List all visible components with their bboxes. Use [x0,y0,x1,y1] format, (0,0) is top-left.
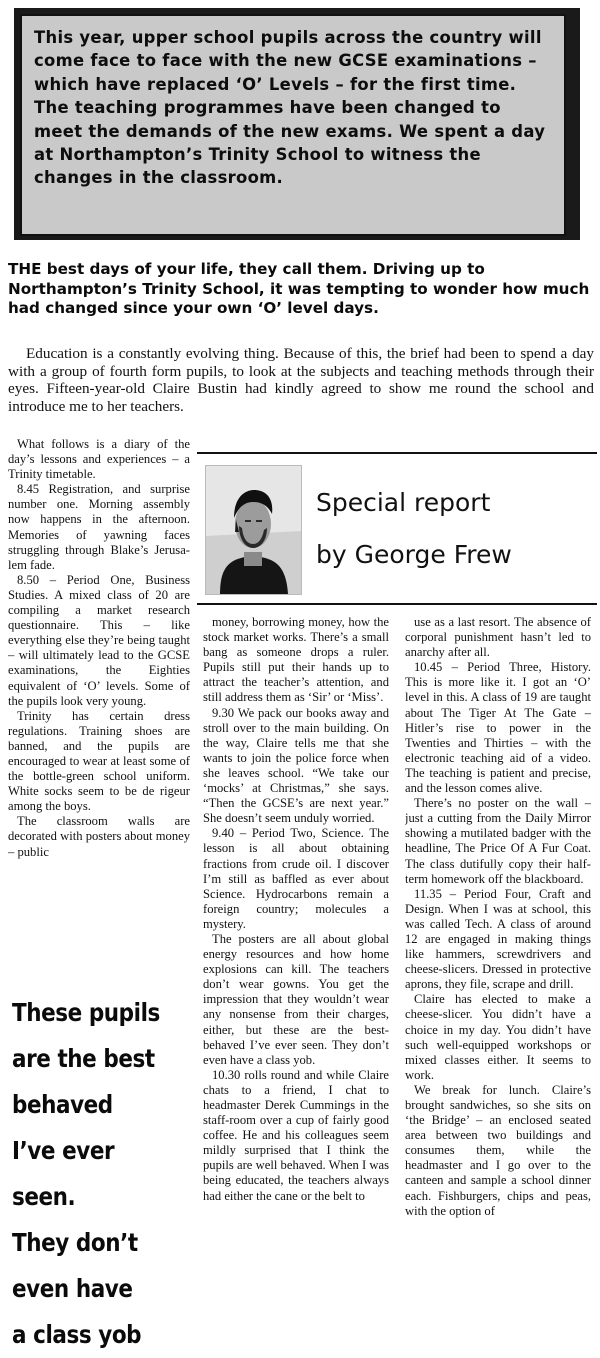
column-paragraph: The classroom walls are decorated with posters about money – public [8,814,190,859]
column-paragraph: There’s no poster on the wall – just a cutting from the Daily Mirror showing a mutilated badger with the headline, The Price Of A Fur Coat. The class dutifully copy their half-term homework off the blackboard. [405,796,591,886]
pull-quote-line: They don’t [12,1228,138,1257]
column-paragraph: What follows is a diary of the day’s lessons and experiences – a Trinity timetable. [8,437,190,482]
pull-quote-line: behaved [12,1090,113,1119]
article-column-1 [8,437,190,967]
byline-rule-top [197,452,597,454]
column-paragraph: 9.30 We pack our books away and stroll over to the main building. On the way, Claire tells me that she wants to join the police force when she leaves school. “We take our ‘mocks’ at Christmas,” she says. “Then the GCSE’s are next year.” She doesn’t seem unduly worried. [203,705,389,826]
author-photo [205,465,302,595]
byline-rule-bottom [197,603,597,605]
column-paragraph: 8.45 Registration, and surprise number one. Morning assembly now happens in the afternoon. Memories of yawning faces struggling through Blake’s Jerusalem fade. [8,482,190,572]
intro-paragraph [8,345,594,415]
column-paragraph: money, borrowing money, how the stock market works. There’s a small bang as someone drops a ruler. Pupils still put their hands up to attract the teacher’s attention, and still address them as ‘Sir’ or ‘Miss’. [203,615,389,705]
column-paragraph: 10.45 – Period Three, History. This is more like it. I got an ‘O’ level in this. A class of 19 are taught about The Tiger At The Gate – Hitler’s rise to power in the Twenties and Thirties – with the electronic teaching aid of a video. The teaching is patient and precise, and the lesson comes alive. [405,660,591,796]
column-paragraph: 8.50 – Period One, Business Studies. A mixed class of 20 are compiling a market research questionnaire. This – like everything else they’re being taught – will ultimately lead to the GCSE examinations, the Eighties equivalent of ‘O’ levels. Some of the pupils look very young. [8,572,190,708]
column-paragraph: Claire has elected to make a cheese-slicer. You didn’t have a choice in my day. You didn’t have such well-equipped workshops or mixed classes either. It seems to work. [405,992,591,1082]
column-paragraph: 10.30 rolls round and while Claire chats to a friend, I chat to headmaster Derek Cummings in the staff-room over a cup of fairly good coffee. He and his colleagues seem mildly surprised that I think the pupils are well behaved. When I was being educated, the teachers always had either the cane or the belt to [203,1067,389,1203]
byline: by George Frew [316,540,512,569]
standfirst-box: This year, upper school pupils across the country will come face to face with the new GCSE examinations – which have replaced ‘O’ Levels – for the first time. The teaching programmes have been changed to meet the demands of the new exams. We spent a day at Northampton’s Trinity School to witness the changes in the classroom. [20,14,566,236]
column-paragraph: use as a last resort. The absence of corporal punishment hasn’t led to anarchy after all. [405,615,591,660]
author-portrait-image [206,466,301,594]
pull-quote [12,990,172,1358]
pull-quote-line: I’ve ever [12,1136,115,1165]
column-paragraph: The posters are all about global energy resources and how home explosions can kill. The teachers don’t wear gowns. You get the impression that they wouldn’t wear any nonsense from their charges, either, but these are the best-behaved I’ve ever seen. They don’t even have a class yob. [203,931,389,1067]
pull-quote-line: These pupils [12,998,160,1027]
column-paragraph: 9.40 – Period Two, Science. The lesson is all about obtaining fractions from crude oil. I discover I’m still as baffled as ever about Science. Hydrocarbons remain a foreign country; molecules a mystery. [203,826,389,931]
article-column-3 [405,615,591,1315]
lede-paragraph: THE best days of your life, they call them. Driving up to Northampton’s Trinity School, it was tempting to wonder how much had changed since your own ‘O’ level days. [8,260,590,317]
article-column-2 [203,615,389,1315]
column-paragraph: We break for lunch. Claire’s brought sandwiches, so she sits on ‘the Bridge’ – an enclosed seated area between two buildings and consumes them, while the headmaster and I go over to the canteen and sample a school dinner each. Fishburgers, chips and peas, with the option of [405,1082,591,1218]
column-paragraph: 11.35 – Period Four, Craft and Design. When I was at school, this was called Tech. A class of around 12 are engaged in making things like hammers, screwdrivers and cheese-slicers. Dressed in protective aprons, they file, scrape and drill. [405,886,591,992]
report-title: Special report [316,488,491,517]
pull-quote-line: even have [12,1274,133,1303]
intro-text: Education is a constantly evolving thing. Because of this, the brief had been to spend a day with a group of fourth form pupils, to look at the subjects and teaching methods through their eyes. Fifteen-year-old Claire Bustin had kindly agreed to show me round the school and introduce me to her teachers. [8,345,594,415]
pull-quote-line: seen. [12,1182,76,1211]
pull-quote-line: a class yob [12,1320,142,1349]
pull-quote-line: are the best [12,1044,155,1073]
column-paragraph: Trinity has certain dress regulations. Training shoes are banned, and the pupils are encouraged to wear at least some of the bottle-green school uniform. White socks seem to be de rigeur among the boys. [8,708,190,814]
